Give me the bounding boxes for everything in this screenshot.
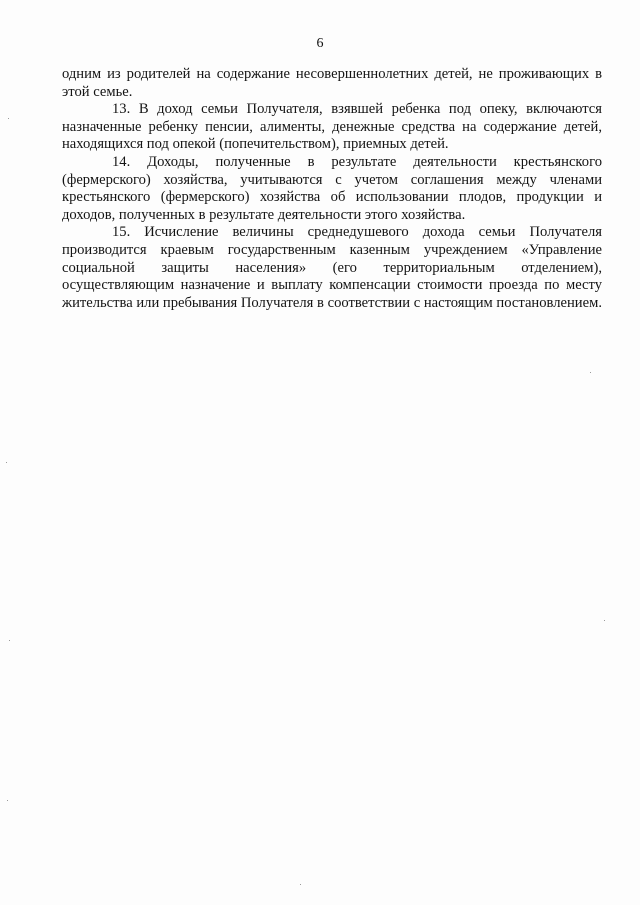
scan-speck <box>7 800 8 801</box>
scan-speck <box>590 372 591 373</box>
paragraph-14: 14. Доходы, полученные в результате деятельности крестьянского (фермерского) хозяйства, учитываются с учетом соглашения между членами крестьянского (фермерского) хозяйства об использовании плодов, продукции и доходов, полученных в результате деятельности этого хозяйства. <box>62 153 602 223</box>
paragraph-13: 13. В доход семьи Получателя, взявшей ребенка под опеку, включаются назначенные ребенку пенсии, алименты, денежные средства на содержание детей, находящихся под опекой (попечительством), приемных детей. <box>62 101 602 153</box>
document-body <box>62 66 602 312</box>
paragraph-15: 15. Исчисление величины среднедушевого дохода семьи Получателя производится краевым государственным казенным учреждением «Управление социальной защиты населения» (его территориальным отделением), осуществляющим назначение и выплату компенсации стоимости проезда по месту жительства или пребывания Получателя в соответствии с настоящим постановлением. <box>62 224 602 311</box>
scan-speck <box>604 620 605 621</box>
scan-speck <box>8 118 9 119</box>
scan-speck <box>9 640 10 641</box>
scan-speck <box>6 462 7 463</box>
paragraph-continued: одним из родителей на содержание несовершеннолетних детей, не проживающих в этой семье. <box>62 66 602 100</box>
page-number: 6 <box>316 36 324 51</box>
scan-speck <box>300 884 301 885</box>
